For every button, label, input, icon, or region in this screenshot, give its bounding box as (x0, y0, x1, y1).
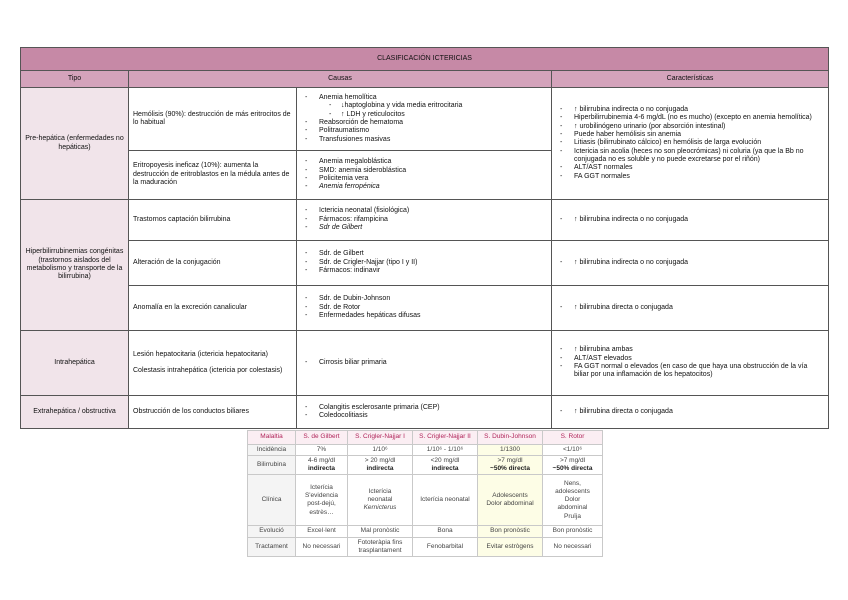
conjugacion-feature-cell (552, 241, 829, 286)
cell-line: post-dejú, (307, 500, 336, 508)
list-item: - Sdr. de Gilbert (301, 250, 547, 258)
mini-cell: 1/1300 (478, 445, 543, 456)
intrahepatica-list-cell (297, 331, 552, 396)
list-item: - Politraumatismo (301, 127, 547, 135)
list-item: - Hiperbilirrubinemia 4-6 mg/dL (no es mucho) (excepto en anemia hemolítica) (556, 114, 824, 122)
mini-header-rotor: S. Rotor (543, 431, 603, 445)
list-item: - ↓haptoglobina y vida media eritrocitaria (301, 102, 547, 110)
list-item: - Sdr de Gilbert (301, 224, 547, 232)
table-row (21, 88, 829, 151)
cell-line: Pruïja (564, 512, 581, 520)
list-item: - Transfusiones masivas (301, 136, 547, 144)
captacion-feature-cell (552, 200, 829, 241)
cause-lesion-hepatocitaria: Lesión hepatocitaria (ictericia hepatocitaria) (133, 351, 269, 359)
cell-line: indirecta (431, 465, 459, 473)
cell-line: ~50% directa (490, 465, 530, 473)
mini-cell (348, 475, 413, 526)
mini-cell: Excel·lent (296, 526, 348, 537)
list-item: - ↑ bilirrubina directa o conjugada (556, 408, 824, 416)
mini-cell: Bona (413, 526, 478, 537)
table-row (21, 396, 829, 429)
mini-cell: 7% (296, 445, 348, 456)
cause-excrecion: Anomalía en la excreción canalicular (129, 286, 297, 331)
table-row (21, 286, 829, 331)
prehepatica-features-cell (552, 88, 829, 200)
extrahepatica-list-cell (297, 396, 552, 429)
mini-cell (478, 456, 543, 475)
mini-header-crigler-2: S. Crigler-Najjar II (413, 431, 478, 445)
clasificacion-ictericias-table (20, 47, 829, 429)
conjugacion-list-cell (297, 241, 552, 286)
list-item: - SMD: anemia sideroblástica (301, 167, 547, 175)
list-item: - ↑ bilirrubina indirecta o no conjugada (556, 106, 824, 114)
list-item: - Sdr. de Dubin-Johnson (301, 295, 547, 303)
list-item: - Ictericia sin acolia (heces no son pleocrómicas) ni coluria (ya que la Bb no conjugada no es soluble y no puede excretarse por el riñón) (556, 148, 824, 165)
cause-hemolisis: Hemólisis (90%): destrucción de más eritrocitos de lo habitual (129, 88, 297, 151)
cell-line: Dolor abdominal (486, 500, 534, 508)
cell-line: Dolor (564, 496, 581, 504)
list-item: - Cirrosis biliar primaria (301, 359, 547, 367)
cell-line: Icterícia (368, 488, 392, 496)
list-item: - FA GGT normal o elevados (en caso de que haya una obstrucción de la vía biliar por una inflamación de los hepatocitos) (556, 363, 824, 380)
cell-line: neonatal (367, 496, 393, 504)
mini-cell (543, 475, 603, 526)
mini-row-label: Tractament (248, 537, 296, 556)
cause-captacion: Trastornos captación bilirrubina (129, 200, 297, 241)
cause-eritropoyesis: Eritropoyesis ineficaz (10%): aumenta la destrucción de eritroblastos en la médula antes de la maduración (129, 151, 297, 200)
extrahepatica-feature-cell (552, 396, 829, 429)
table-row (248, 475, 603, 526)
intrahepatica-features-cell (552, 331, 829, 396)
cell-line: Icterícia (310, 484, 333, 492)
list-item: - Colangitis esclerosante primaria (CEP) (301, 404, 547, 412)
mini-cell: Mal pronòstic (348, 526, 413, 537)
mini-cell: Bon pronòstic (543, 526, 603, 537)
cell-line: Nens, (564, 480, 581, 488)
mini-cell: Icterícia neonatal (413, 475, 478, 526)
mini-header-gilbert: S. de Gilbert (296, 431, 348, 445)
eritropoyesis-list-cell (297, 151, 552, 200)
mini-row-label: Clínica (248, 475, 296, 526)
excrecion-feature-cell (552, 286, 829, 331)
list-item: - Sdr. de Rotor (301, 304, 547, 312)
cell-line: ~50% directa (552, 465, 593, 473)
mini-cell: Evitar estrògens (478, 537, 543, 556)
mini-row-label: Evolució (248, 526, 296, 537)
table-row (248, 431, 603, 445)
mini-cell (348, 537, 413, 556)
header-caracteristicas: Características (552, 71, 829, 88)
table-row (248, 445, 603, 456)
header-causas: Causas (129, 71, 552, 88)
cell-line: Kernicterus (363, 504, 397, 512)
list-item: - ↑ bilirrubina indirecta o no conjugada (556, 259, 824, 267)
cell-line: abdominal (557, 504, 588, 512)
list-item: - ↑ LDH y reticulocitos (301, 111, 547, 119)
list-item: - FA GGT normales (556, 173, 824, 181)
table-row (248, 526, 603, 537)
cell-line: >7 mg/dl (559, 457, 586, 465)
cause-conjugacion: Alteración de la conjugación (129, 241, 297, 286)
mini-cell (296, 475, 348, 526)
list-item: - Litiasis (bilirrubinato cálcico) en hemólisis de larga evolución (556, 139, 824, 147)
list-item: - Anemia ferropénica (301, 183, 547, 191)
mini-cell: No necessari (543, 537, 603, 556)
cell-line: Fototeràpia fins (357, 538, 403, 546)
cell-line: 4-6 mg/dl (307, 457, 336, 465)
list-item: - ↑ bilirrubina indirecta o no conjugada (556, 216, 824, 224)
mini-cell: 1/10⁶ (348, 445, 413, 456)
sindromes-comparison-table (247, 430, 603, 557)
list-item: - ↑ bilirrubina ambas (556, 346, 824, 354)
table-row (248, 456, 603, 475)
mini-cell (543, 456, 603, 475)
list-item: - ↑ urobilinógeno urinario (por absorción intestinal) (556, 123, 824, 131)
tipo-prehepatica: Pre-hepática (enfermedades no hepáticas) (21, 88, 129, 200)
list-item: - Sdr. de Crigler-Najjar (tipo I y II) (301, 259, 547, 267)
list-item: - Fármacos: indinavir (301, 267, 547, 275)
cell-line: indirecta (307, 465, 336, 473)
list-item: - ↑ bilirrubina directa o conjugada (556, 304, 824, 312)
mini-cell: Fenobarbital (413, 537, 478, 556)
tipo-intrahepatica: Intrahepática (21, 331, 129, 396)
mini-header-dubin-johnson: S. Dubin-Johnson (478, 431, 543, 445)
cell-line: adolescents (555, 488, 590, 496)
cell-line: indirecta (366, 465, 394, 473)
tipo-hiperbilirrubinemias: Hiperbilirrubinemias congénitas (trastornos aislados del metabolismo y transporte de la bilirrubina) (21, 200, 129, 331)
mini-cell: 1/10⁶ - 1/10⁶ (413, 445, 478, 456)
excrecion-list-cell (297, 286, 552, 331)
table-row (21, 241, 829, 286)
mini-cell (413, 456, 478, 475)
table-row (21, 331, 829, 396)
cell-line: trasplantament (358, 546, 402, 554)
cell-line: <20 mg/dl (430, 457, 460, 465)
list-item: - ALT/AST normales (556, 164, 824, 172)
table-row (21, 200, 829, 241)
intrahepatica-causes-cell (129, 331, 297, 396)
cell-line: >7 mg/dl (497, 457, 523, 465)
cause-colestasis: Colestasis intrahepática (ictericia por colestasis) (133, 366, 283, 374)
list-item: - Fármacos: rifampicina (301, 216, 547, 224)
list-item: - Reabsorción de hematoma (301, 119, 547, 127)
list-item: - Ictericia neonatal (fisiológica) (301, 207, 547, 215)
cell-line: Adolescents (492, 492, 528, 500)
mini-cell (296, 456, 348, 475)
cause-obstruccion: Obstrucción de los conductos biliares (129, 396, 297, 429)
list-item: - Puede haber hemólisis sin anemia (556, 131, 824, 139)
list-item: - Policitemia vera (301, 175, 547, 183)
captacion-list-cell (297, 200, 552, 241)
mini-cell (478, 475, 543, 526)
mini-cell: Bon pronòstic (478, 526, 543, 537)
header-tipo: Tipo (21, 71, 129, 88)
mini-header-crigler-1: S. Crigler-Najjar I (348, 431, 413, 445)
list-item: - Enfermedades hepáticas difusas (301, 312, 547, 320)
table-row (248, 537, 603, 556)
table-title: CLASIFICACIÓN ICTERICIAS (21, 48, 829, 71)
mini-cell: <1/10⁶ (543, 445, 603, 456)
list-item: - ALT/AST elevados (556, 355, 824, 363)
cell-line: > 20 mg/dl (364, 457, 396, 465)
list-item: - Anemia megaloblástica (301, 158, 547, 166)
list-item: - Coledocolitiasis (301, 412, 547, 420)
mini-row-label: Incidència (248, 445, 296, 456)
hemolisis-list-cell (297, 88, 552, 151)
list-item: - Anemia hemolítica (301, 94, 547, 102)
mini-row-label: Bilirrubina (248, 456, 296, 475)
mini-cell (348, 456, 413, 475)
mini-header-malaltia: Malaltia (248, 431, 296, 445)
cell-line: S'evidencia (304, 492, 339, 500)
tipo-extrahepatica: Extrahepática / obstructiva (21, 396, 129, 429)
cell-line: estrès… (309, 508, 334, 516)
mini-cell: No necessari (296, 537, 348, 556)
